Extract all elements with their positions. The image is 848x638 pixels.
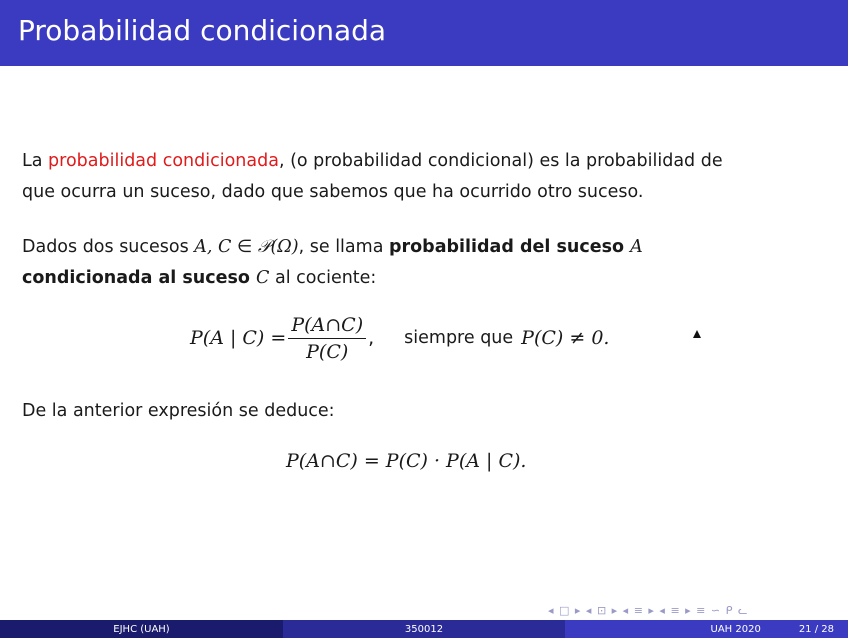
paragraph-deduce: De la anterior expresión se deduce: [22,401,335,421]
paragraph-line-1 [22,232,643,263]
text-c: al cociente: [269,268,377,288]
condition-text: siempre que [404,328,514,348]
paragraph-definition [22,146,723,208]
footer-page-number: 21 / 28 [798,623,834,635]
paragraph-line-2: que ocurra un suceso, dado que sabemos que ha ocurrido otro suceso. [22,182,644,202]
highlight-term: probabilidad condicionada [48,151,279,171]
slide-title: Probabilidad condicionada [18,14,387,47]
var-ac: A, C [194,237,232,257]
formula-conditional-probability [190,305,609,371]
slide-footer [0,620,848,638]
symbol-in: ∈ [231,237,258,257]
beamer-navigation-icons[interactable]: ◂ □ ▸ ◂ ⊡ ▸ ◂ ≡ ▸ ◂ ≡ ▸ ≡ ∽ ᑭ ᓚ [548,604,749,617]
formula-lhs: P(A | C) = [190,327,287,349]
paragraph-line-2 [22,263,643,294]
slide-header [0,0,848,66]
var-c: C [256,268,270,288]
text-b: , se llama [298,237,389,257]
paragraph-conditional [22,232,643,294]
paragraph-line-1 [22,146,723,177]
fraction-denominator: P(C) [306,340,349,363]
text-rest: , (o probabilidad condicional) es la probabilidad de [278,151,723,171]
formula-product-rule: P(A∩C) = P(C) · P(A | C). [286,450,527,472]
var-a: A [630,237,643,257]
bold-term-2: condicionada al suceso [22,268,257,288]
set-omega: 𝒫(Ω) [257,237,299,257]
fraction-numerator: P(A∩C) [288,314,366,339]
condition-math: P(C) ≠ 0. [521,327,610,349]
footer-code: 350012 [283,620,565,638]
text-start: La [22,151,49,171]
text-a: Dados dos sucesos [22,237,195,257]
fraction [288,314,366,363]
mouse-cursor-icon [693,330,701,338]
footer-info [565,620,848,638]
footer-institution: UAH 2020 [710,623,761,635]
bold-term-1: probabilidad del suceso [388,237,631,257]
footer-author: EJHC (UAH) [0,620,283,638]
formula-comma: , [368,327,375,349]
